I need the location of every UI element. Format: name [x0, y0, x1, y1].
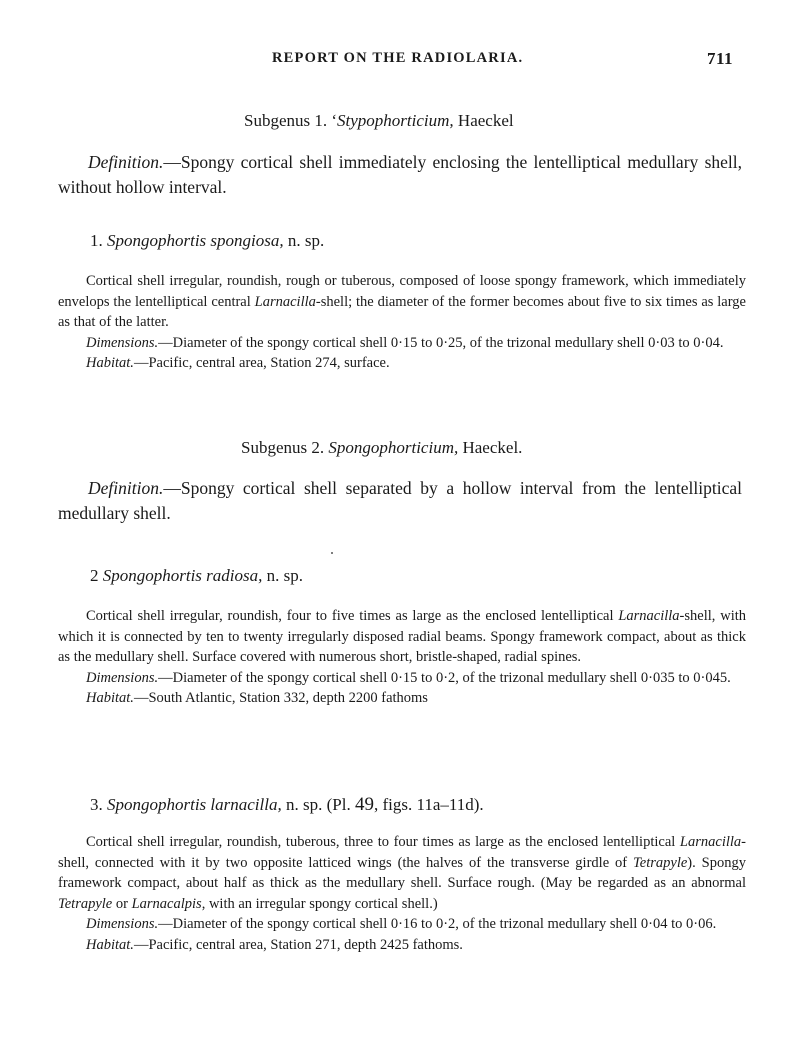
definition-text: —Spongy cortical shell immediately enclosing the lentelliptical medullary shell, without hollow interval.: [58, 152, 742, 197]
habitat-label: Habitat.: [86, 936, 134, 953]
subgenus-2-author: Haeckel.: [458, 438, 523, 457]
print-speck: [331, 552, 333, 554]
species-1-suffix: n. sp.: [283, 231, 325, 250]
habitat-label: Habitat.: [86, 690, 134, 706]
subgenus-1-name: Stypophorticium,: [337, 111, 454, 130]
species-3-number: 3.: [90, 795, 103, 814]
species-1-number: 1.: [90, 231, 103, 250]
species-3-dimensions: Dimensions.—Diameter of the spongy cortical shell 0·16 to 0·2, of the trizonal medullary shell 0·04 to 0·06.: [86, 916, 717, 932]
subgenus-2-label: Subgenus 2.: [241, 438, 329, 457]
species-2-dimensions: Dimensions.—Diameter of the spongy cortical shell 0·15 to 0·2, of the trizonal medullary shell 0·035 to 0·045.: [86, 669, 731, 686]
dimensions-label: Dimensions.: [86, 669, 159, 686]
dimensions-label: Dimensions.: [86, 334, 159, 351]
dimensions-label: Dimensions.: [86, 916, 159, 932]
species-3-heading: [90, 794, 484, 816]
definition-text: —Spongy cortical shell separated by a hollow interval from the lentelliptical medullary shell.: [58, 478, 742, 523]
species-2-name: Spongophortis radiosa,: [102, 566, 263, 585]
species-2-habitat: Habitat.—South Atlantic, Station 332, depth 2200 fathoms: [86, 690, 428, 706]
species-2-body: [58, 606, 746, 709]
species-3-habitat: Habitat.—Pacific, central area, Station 271, depth 2425 fathoms.: [86, 936, 463, 953]
species-3-name: Spongophortis larnacilla,: [107, 795, 282, 814]
subgenus-2-definition: [58, 476, 742, 526]
species-3-body: [58, 832, 746, 955]
subgenus-2-heading: [241, 438, 522, 458]
species-3-description: Cortical shell irregular, roundish, tuberous, three to four times as large as the enclosed lentelliptical Larnacilla-shell, connected with it by two opposite latticed wings (the halves of the transverse girdle of Tetrapyle). Spongy framework compact, about half as thick as the medullary shell. Surface rough. (May be regarded as an abnormal Tetrapyle or Larnacalpis, with an irregular spongy cortical shell.): [58, 834, 746, 912]
species-1-heading: [90, 231, 324, 251]
subgenus-1-heading: [244, 111, 514, 131]
habitat-label: Habitat.: [86, 355, 134, 371]
species-1-description: Cortical shell irregular, roundish, rough or tuberous, composed of loose spongy framework, which immediately envelops the lentelliptical central Larnacilla-shell; the diameter of the former becomes about five to six times as large as that of the latter.: [58, 273, 746, 330]
subgenus-1-label: Subgenus 1. ʻ: [244, 111, 338, 130]
running-header: REPORT ON THE RADIOLARIA.: [272, 50, 524, 66]
species-2-number: 2: [90, 566, 99, 585]
definition-label: Definition.: [88, 478, 164, 498]
species-2-suffix: n. sp.: [262, 566, 304, 585]
species-1-habitat: Habitat.—Pacific, central area, Station 274, surface.: [86, 355, 390, 371]
species-2-description: Cortical shell irregular, roundish, four to five times as large as the enclosed lentelliptical Larnacilla-shell, with which it is connected by ten to twenty irregularly disposed radial beams. Spongy framework compact, about as thick as the medullary shell. Surface covered with numerous short, bristle-shaped, radial spines.: [58, 608, 747, 665]
species-2-heading: [90, 566, 303, 586]
species-3-suffix: n. sp. (Pl.: [281, 795, 355, 814]
subgenus-1-author: Haeckel: [453, 111, 514, 130]
species-1-name: Spongophortis spongiosa,: [107, 231, 284, 250]
plate-number: 49: [354, 794, 374, 815]
subgenus-1-definition: [58, 150, 742, 200]
species-1-dimensions: Dimensions.—Diameter of the spongy cortical shell 0·15 to 0·25, of the trizonal medullary shell 0·03 to 0·04.: [86, 334, 724, 351]
definition-label: Definition.: [88, 152, 164, 172]
figure-refs: , figs. 11a–11d).: [373, 795, 484, 814]
page-number: 711: [707, 49, 734, 68]
subgenus-2-name: Spongophorticium,: [328, 438, 459, 457]
species-1-body: [58, 271, 746, 374]
